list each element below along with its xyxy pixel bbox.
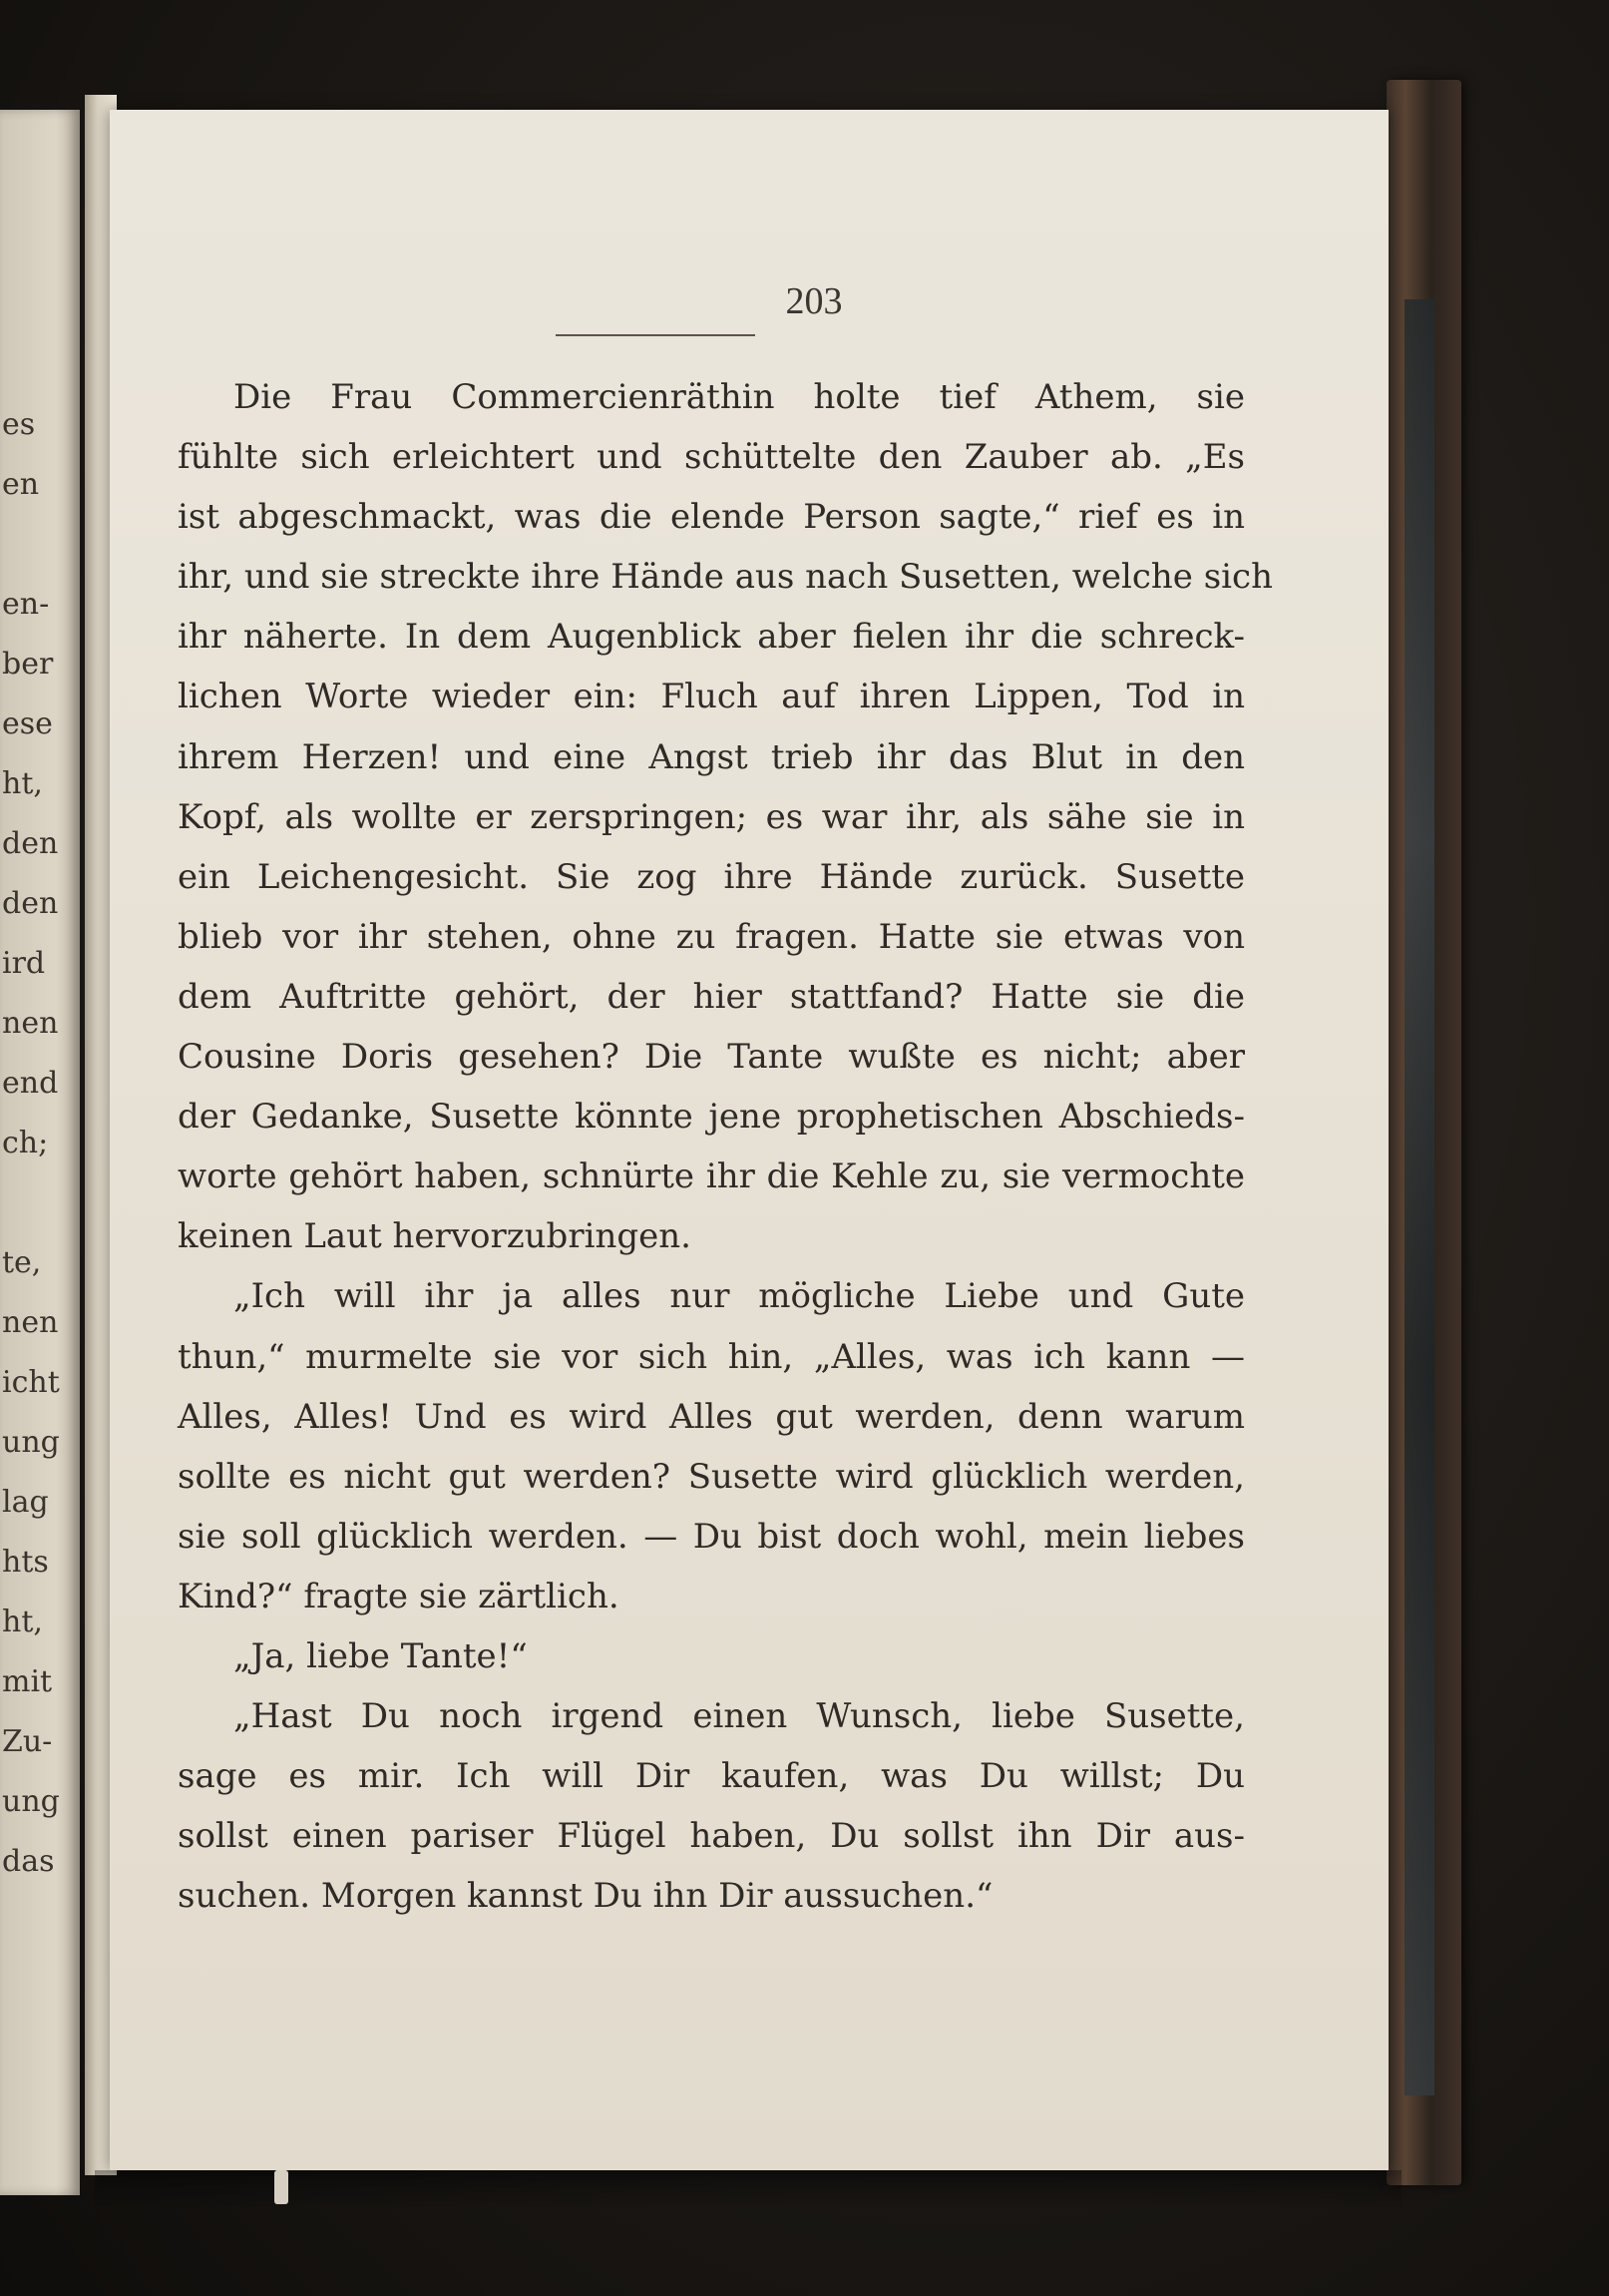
text-line: suchen. Morgen kannst Du ihn Dir aussuchen.“	[178, 1876, 994, 1917]
text-line: „Ich will ihr ja alles nur mögliche Liebe und Gute	[233, 1276, 1245, 1317]
facing-page-fragment: den	[2, 886, 59, 921]
text-line: ein Leichengesicht. Sie zog ihre Hände zurück. Susette	[178, 856, 1245, 897]
facing-page-fragment: hts	[2, 1545, 49, 1580]
facing-page-fragment: Zu-	[2, 1724, 53, 1759]
facing-page-fragment: en-	[2, 587, 50, 622]
text-line: ist abgeschmackt, was die elende Person sagte,“ rief es in	[178, 497, 1245, 538]
text-line: sollst einen pariser Flügel haben, Du sollst ihn Dir aus-	[178, 1816, 1245, 1857]
book-spine-cloth	[1405, 299, 1434, 2095]
text-line: sie soll glücklich werden. — Du bist doch wohl, mein liebes	[178, 1516, 1245, 1557]
facing-page-fragment: es	[2, 407, 36, 442]
facing-page-fragment: ird	[2, 946, 46, 981]
header-rule	[556, 334, 755, 336]
facing-page-fragment: ht,	[2, 1605, 43, 1639]
facing-page-fragment: den	[2, 826, 59, 861]
text-line: blieb vor ihr stehen, ohne zu fragen. Hatte sie etwas von	[178, 916, 1245, 957]
text-line: ihr näherte. In dem Augenblick aber fielen ihr die schreck-	[178, 617, 1245, 658]
facing-page-fragment: en	[2, 467, 40, 502]
text-line: der Gedanke, Susette könnte jene prophetischen Abschieds-	[178, 1097, 1245, 1138]
text-line: sage es mir. Ich will Dir kaufen, was Du willst; Du	[178, 1756, 1245, 1797]
facing-page-fragment: ese	[2, 706, 53, 741]
facing-page-fragment: ht,	[2, 766, 43, 801]
page-body	[178, 367, 1273, 1926]
text-line: „Ja, liebe Tante!“	[233, 1635, 528, 1676]
facing-page-fragment: ber	[2, 647, 54, 682]
text-line: Kind?“ fragte sie zärtlich.	[178, 1576, 619, 1616]
book-page	[110, 110, 1389, 2170]
bookmark-ribbon	[274, 2170, 288, 2204]
facing-page-fragment: ung	[2, 1784, 60, 1819]
facing-page-fragment: te,	[2, 1245, 42, 1280]
facing-page-fragment: nen	[2, 1006, 59, 1041]
text-line: lichen Worte wieder ein: Fluch auf ihren Lippen, Tod in	[178, 677, 1245, 717]
text-line: keinen Laut hervorzubringen.	[178, 1216, 691, 1257]
text-line: Alles, Alles! Und es wird Alles gut werden, denn warum	[178, 1396, 1245, 1437]
text-line: sollte es nicht gut werden? Susette wird glücklich werden,	[178, 1456, 1245, 1497]
page-bottom-shadow	[95, 2170, 1402, 2210]
facing-page-fragment: nen	[2, 1305, 59, 1340]
facing-page-edge	[0, 110, 80, 2195]
text-line: fühlte sich erleichtert und schüttelte den Zauber ab. „Es	[178, 437, 1245, 478]
facing-page-fragment: das	[2, 1844, 55, 1879]
text-line: Cousine Doris gesehen? Die Tante wußte es nicht; aber	[178, 1037, 1245, 1078]
text-line: Die Frau Commercienräthin holte tief Athem, sie	[233, 377, 1245, 417]
facing-page-fragment: icht	[2, 1365, 60, 1400]
text-line: ihrem Herzen! und eine Angst trieb ihr das Blut in den	[178, 736, 1245, 777]
facing-page-fragment: ung	[2, 1425, 60, 1460]
facing-page-fragment: end	[2, 1066, 59, 1101]
text-line: worte gehört haben, schnürte ihr die Kehle zu, sie vermochte	[178, 1156, 1245, 1197]
text-line: „Hast Du noch irgend einen Wunsch, liebe Susette,	[233, 1696, 1245, 1737]
text-line: Kopf, als wollte er zerspringen; es war ihr, als sähe sie in	[178, 796, 1245, 837]
text-line: ihr, und sie streckte ihre Hände aus nach Susetten, welche sich	[178, 557, 1273, 598]
facing-page-fragment: mit	[2, 1664, 53, 1699]
page-number: 203	[785, 280, 843, 322]
facing-page-fragment: lag	[2, 1485, 49, 1520]
text-line: thun,“ murmelte sie vor sich hin, „Alles, was ich kann —	[178, 1336, 1245, 1377]
facing-page-fragment: ch;	[2, 1126, 49, 1160]
text-line: dem Auftritte gehört, der hier stattfand? Hatte sie die	[178, 976, 1245, 1017]
